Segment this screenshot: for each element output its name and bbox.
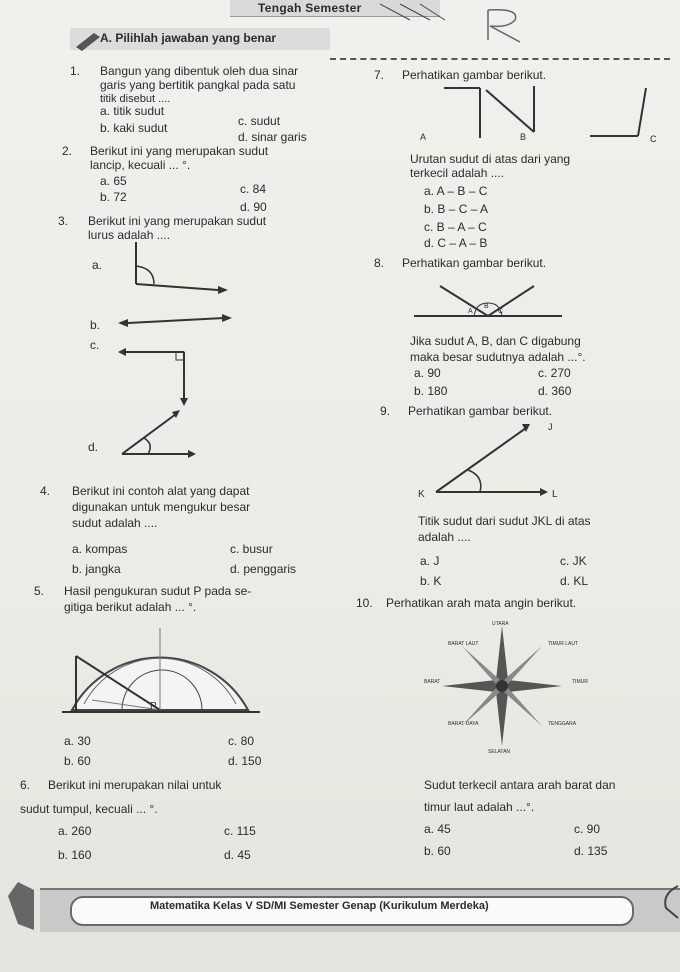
compass-north: UTARA — [492, 621, 509, 627]
q7-title: Perhatikan gambar berikut. — [402, 68, 547, 82]
divider-line — [330, 58, 670, 60]
q9-label-l: L — [552, 489, 558, 500]
q1-option-d[interactable]: d. sinar garis — [238, 130, 307, 144]
q8-title: Perhatikan gambar berikut. — [402, 256, 547, 270]
q1-option-b[interactable]: b. kaki sudut — [100, 121, 168, 135]
q2-option-a[interactable]: a. 65 — [100, 174, 127, 188]
section-title: A. Pilihlah jawaban yang benar — [100, 31, 277, 45]
header-title: Tengah Semester — [258, 1, 362, 15]
q6-option-a[interactable]: a. 260 — [58, 824, 92, 838]
q7-option-c[interactable]: c. B – A – C — [424, 220, 487, 234]
q10-option-a[interactable]: a. 45 — [424, 822, 451, 836]
footer-text: Matematika Kelas V SD/MI Semester Genap (Kurikulum Merdeka) — [150, 900, 489, 912]
q9-label-j: J — [548, 422, 553, 432]
compass-southwest: BARAT DAYA — [448, 721, 479, 727]
q1-option-c[interactable]: c. sudut — [238, 114, 281, 128]
q1-option-a[interactable]: a. titik sudut — [100, 104, 165, 118]
angle-figure-a — [118, 240, 238, 300]
q6-line-1: Berikut ini merupakan nilai untuk — [48, 778, 222, 792]
q3-line-2: lurus adalah .... — [88, 228, 171, 242]
q9-option-d[interactable]: d. KL — [560, 574, 589, 588]
q9-angle-figure — [428, 422, 568, 502]
q10-number: 10. — [356, 596, 373, 610]
q4-number: 4. — [40, 484, 51, 498]
q4-option-b[interactable]: b. jangka — [72, 562, 121, 576]
q4-option-d[interactable]: d. penggaris — [230, 562, 297, 576]
q4-option-a[interactable]: a. kompas — [72, 542, 128, 556]
protractor-figure — [62, 620, 262, 730]
q1-line-3: titik disebut .... — [100, 93, 171, 105]
q8-option-d[interactable]: d. 360 — [538, 384, 572, 398]
q7-line-2: terkecil adalah .... — [410, 166, 505, 180]
q9-line-2: adalah .... — [418, 530, 471, 544]
q6-number: 6. — [20, 778, 31, 792]
compass-west: BARAT — [424, 679, 441, 685]
q5-number: 5. — [34, 584, 45, 598]
q8-option-c[interactable]: c. 270 — [538, 366, 571, 380]
q9-label-k: K — [418, 489, 425, 500]
q8-angles-figure — [410, 284, 570, 334]
q8-option-a[interactable]: a. 90 — [414, 366, 441, 380]
q10-line-2: timur laut adalah ...°. — [424, 800, 535, 814]
q9-number: 9. — [380, 404, 391, 418]
q7-option-b[interactable]: b. B – C – A — [424, 202, 489, 216]
q10-line-1: Sudut terkecil antara arah barat dan — [424, 778, 616, 792]
q5-option-c[interactable]: c. 80 — [228, 734, 255, 748]
q8-label-b: B — [484, 303, 489, 310]
q3-option-d[interactable]: d. — [88, 440, 99, 454]
q4-line-3: sudut adalah .... — [72, 516, 158, 530]
q8-option-b[interactable]: b. 180 — [414, 384, 448, 398]
q5-line-2: gitiga berikut adalah ... °. — [64, 600, 197, 614]
q8-line-1: Jika sudut A, B, dan C digabung — [410, 334, 581, 348]
q8-number: 8. — [374, 256, 385, 270]
compass-south: SELATAN — [488, 749, 511, 755]
q4-line-2: digunakan untuk mengukur besar — [72, 500, 251, 514]
q6-option-b[interactable]: b. 160 — [58, 848, 92, 862]
q1-line-1: Bangun yang dibentuk oleh dua sinar — [100, 64, 299, 78]
q7-number: 7. — [374, 68, 385, 82]
compass-east: TIMUR — [572, 679, 588, 685]
q1-line-2: garis yang bertitik pangkal pada satu — [100, 78, 296, 92]
q7-label-a: A — [420, 132, 427, 142]
q7-angles-figure — [410, 84, 670, 144]
q10-option-d[interactable]: d. 135 — [574, 844, 608, 858]
q9-option-c[interactable]: c. JK — [560, 554, 587, 568]
q1-number: 1. — [70, 64, 81, 78]
q2-option-c[interactable]: c. 84 — [240, 182, 267, 196]
q5-point-label: P — [150, 701, 157, 712]
q7-line-1: Urutan sudut di atas dari yang — [410, 152, 571, 166]
q3-line-1: Berikut ini yang merupakan sudut — [88, 214, 267, 228]
q7-label-b: B — [520, 132, 527, 142]
angle-figure-c — [118, 340, 218, 410]
q2-line-1: Berikut ini yang merupakan sudut — [90, 144, 269, 158]
angle-figure-b — [118, 312, 238, 332]
book-icon — [4, 876, 44, 936]
q8-label-c: C — [498, 308, 504, 315]
q3-option-b[interactable]: b. — [90, 318, 101, 332]
angle-figure-d — [108, 408, 208, 468]
q9-option-b[interactable]: b. K — [420, 574, 442, 588]
q5-line-1: Hasil pengukuran sudut P pada se- — [64, 584, 252, 598]
q9-title: Perhatikan gambar berikut. — [408, 404, 553, 418]
q7-option-a[interactable]: a. A – B – C — [424, 184, 488, 198]
q7-option-d[interactable]: d. C – A – B — [424, 236, 488, 250]
q4-line-1: Berikut ini contoh alat yang dapat — [72, 484, 250, 498]
q9-option-a[interactable]: a. J — [420, 554, 440, 568]
q6-line-2: sudut tumpul, kecuali ... °. — [20, 802, 158, 816]
q9-line-1: Titik sudut dari sudut JKL di atas — [418, 514, 591, 528]
q2-option-d[interactable]: d. 90 — [240, 200, 267, 214]
q5-option-b[interactable]: b. 60 — [64, 754, 91, 768]
q2-option-b[interactable]: b. 72 — [100, 190, 127, 204]
q6-option-d[interactable]: d. 45 — [224, 848, 251, 862]
q3-option-c[interactable]: c. — [90, 338, 100, 352]
q5-option-a[interactable]: a. 30 — [64, 734, 91, 748]
compass-northeast: TIMUR LAUT — [548, 641, 578, 647]
q8-line-2: maka besar sudutnya adalah ...°. — [410, 350, 586, 364]
q3-number: 3. — [58, 214, 69, 228]
q2-number: 2. — [62, 144, 73, 158]
q7-label-c: C — [650, 134, 657, 144]
q6-option-c[interactable]: c. 115 — [224, 824, 256, 838]
q10-option-b[interactable]: b. 60 — [424, 844, 451, 858]
q10-title: Perhatikan arah mata angin berikut. — [386, 596, 577, 610]
page-corner-mark — [660, 884, 680, 920]
q8-label-a: A — [468, 308, 473, 315]
q3-option-a[interactable]: a. — [92, 258, 103, 272]
compass-northwest: BARAT LAUT — [448, 641, 479, 647]
q5-option-d[interactable]: d. 150 — [228, 754, 262, 768]
q2-line-2: lancip, kecuali ... °. — [90, 158, 191, 172]
q4-option-c[interactable]: c. busur — [230, 542, 273, 556]
compass-southeast: TENGGARA — [548, 721, 577, 727]
q10-option-c[interactable]: c. 90 — [574, 822, 601, 836]
